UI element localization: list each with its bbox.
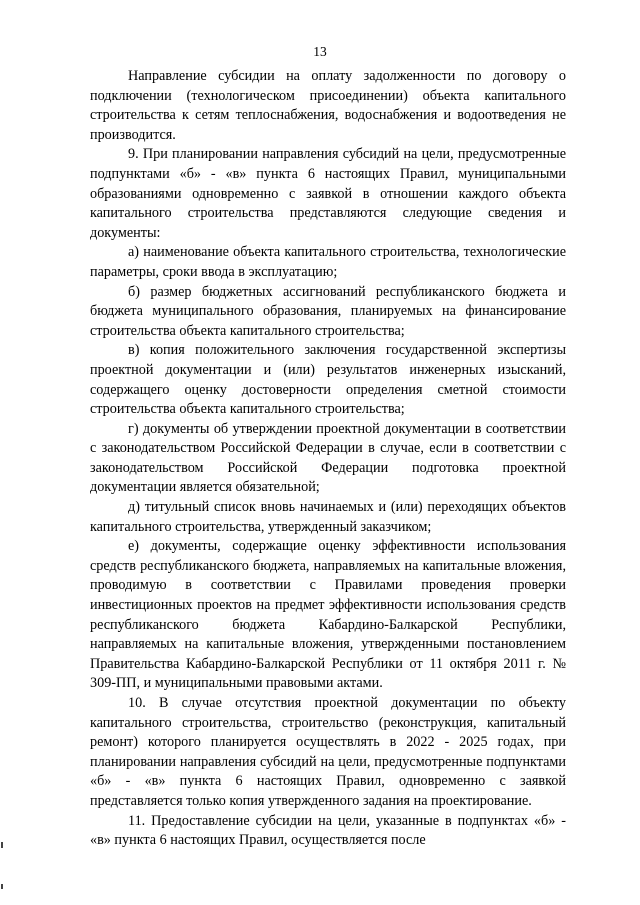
page-number: 13 (313, 44, 327, 59)
paragraph-9e: е) документы, содержащие оценку эффективности использования средств республиканского бюджета, направляемых на капитальные вложения, проводимую в соответствии с Правилами проведения проверки инвестиционных проектов на предмет эффективности использования средств республиканского бюджета Кабардино-Балкарской Республики, направляемых на капитальные вложения, утвержденными постановлением Правительства Кабардино-Балкарской Республики от 11 октября 2011 г. № 309-ПП, и муниципальными правовыми актами. (90, 538, 566, 692)
paragraph-9a: а) наименование объекта капитального строительства, технологические параметры, сроки ввода в эксплуатацию; (90, 244, 566, 280)
paragraph-subsidy-note: Направление субсидии на оплату задолженности по договору о подключении (технологическом присоединении) объекта капитального строительства к сетям теплоснабжения, водоснабжения и водоотведения не производится. (90, 68, 566, 143)
scan-edge-mark (1, 884, 3, 889)
paragraph-9: 9. При планировании направления субсидий на цели, предусмотренные подпунктами «б» - «в» пункта 6 настоящих Правил, муниципальными образованиями одновременно с заявкой в отношении каждого объекта капитального строительства представляются следующие сведения и документы: (90, 146, 566, 241)
paragraph-9g: г) документы об утверждении проектной документации в соответствии с законодательством Российской Федерации в случае, если в соответствии с законодательством Российской Федерации подготовка проектной документации является обязательной; (90, 420, 566, 496)
paragraph-11: 11. Предоставление субсидии на цели, указанные в подпунктах «б» - «в» пункта 6 настоящих Правил, осуществляется после (90, 812, 566, 849)
paragraph-9v: в) копия положительного заключения государственной экспертизы проектной документации и (или) результатов инженерных изысканий, содержащего оценку достоверности определения сметной стоимости строительства объекта капитального строительства; (90, 342, 566, 418)
paragraph-10: 10. В случае отсутствия проектной документации по объекту капитального строительства, строительство (реконструкция, капитальный ремонт) которого планируется осуществлять в 2022 - 2025 годах, при планировании направления субсидий на цели, предусмотренные подпунктами «б» - «в» пункта 6 настоящих Правил, одновременно с заявкой представляется только копия утвержденного задания на проектирование. (90, 695, 566, 809)
document-body (90, 67, 566, 851)
paragraph-9d: д) титульный список вновь начинаемых и (или) переходящих объектов капитального строительства, утвержденный заказчиком; (90, 499, 566, 535)
paragraph-9b: б) размер бюджетных ассигнований республиканского бюджета и бюджета муниципального образования, планируемых на финансирование строительства объекта капитального строительства; (90, 283, 566, 339)
scan-edge-mark (1, 842, 3, 848)
